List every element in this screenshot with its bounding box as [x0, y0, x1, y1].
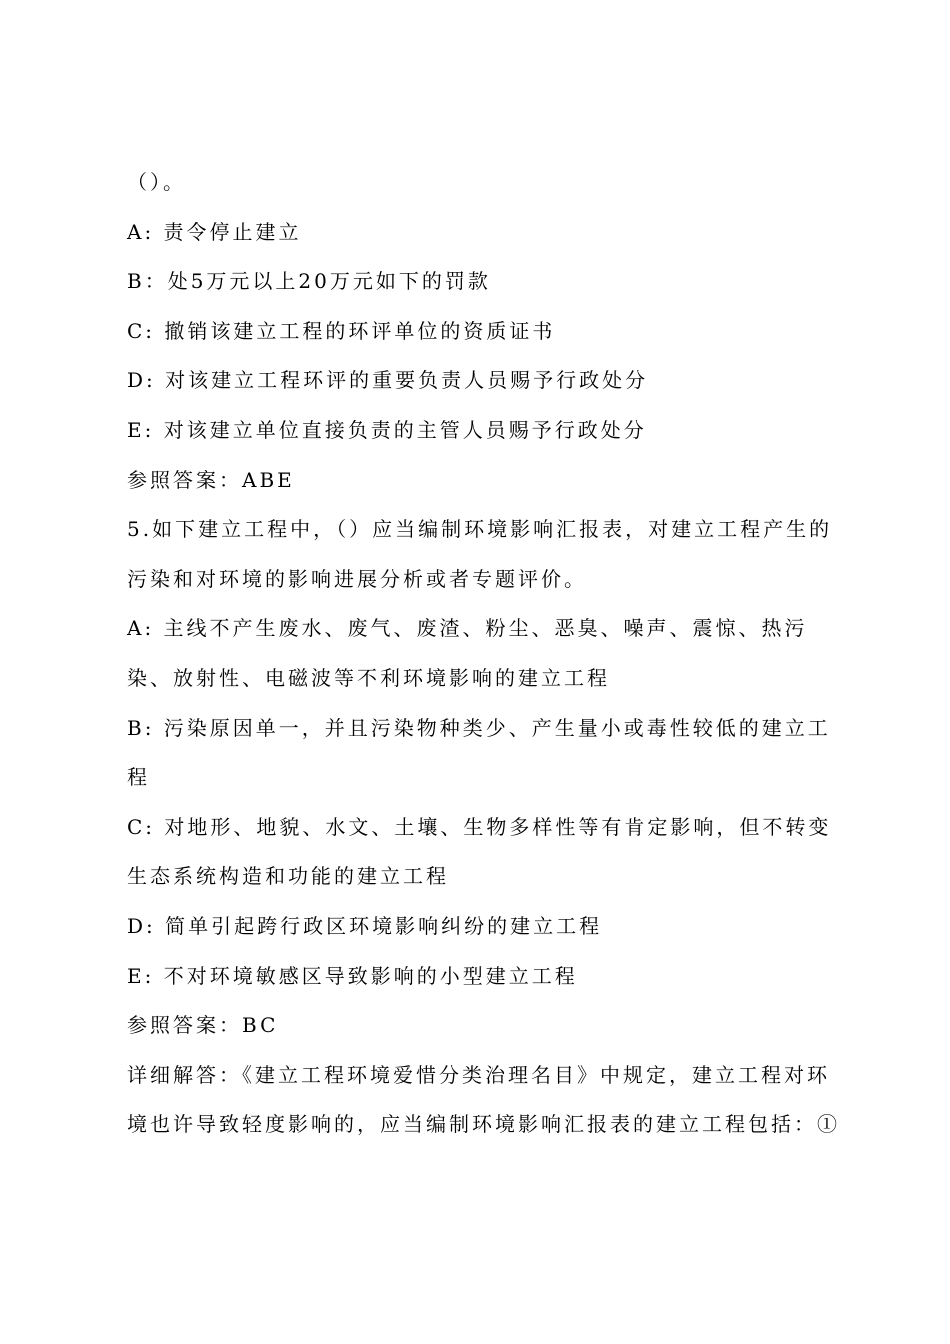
question-5-stem-line-1: 5.如下建立工程中，（）应当编制环境影响汇报表，对建立工程产生的 — [127, 517, 833, 542]
question-5-option-a-line-2: 染、放射性、电磁波等不利环境影响的建立工程 — [127, 665, 610, 690]
question-5-option-c-line-1: C: 对地形、地貌、水文、土壤、生物多样性等有肯定影响，但不转变 — [127, 814, 832, 839]
question-5-answer: 参照答案：BC — [127, 1013, 279, 1038]
question-4-option-b: B：处5万元以上20万元如下的罚款 — [127, 269, 491, 294]
question-4-option-c: C: 撤销该建立工程的环评单位的资质证书 — [127, 318, 556, 343]
question-4-answer: 参照答案：ABE — [127, 467, 295, 492]
question-5-option-c-line-2: 生态系统构造和功能的建立工程 — [127, 864, 449, 889]
question-5-option-d: D: 简单引起跨行政区环境影响纠纷的建立工程 — [127, 913, 603, 938]
question-4-stem-tail: （）。 — [127, 170, 186, 194]
question-5-option-b-line-2: 程 — [127, 765, 150, 790]
question-5-explanation-line-1: 详细解答：《建立工程环境爱惜分类治理名目》中规定，建立工程对环 — [127, 1062, 830, 1087]
question-4-option-a: A: 责令停止建立 — [127, 219, 302, 244]
question-5-option-a-line-1: A: 主线不产生废水、废气、废渣、粉尘、恶臭、噪声、震惊、热污 — [127, 616, 808, 641]
document-page — [127, 158, 840, 1150]
question-5-option-e: E: 不对环境敏感区导致影响的小型建立工程 — [127, 963, 578, 988]
question-4-option-e: E: 对该建立单位直接负责的主管人员赐予行政处分 — [127, 417, 647, 442]
question-5-explanation-line-2: 境也许导致轻度影响的，应当编制环境影响汇报表的建立工程包括：① — [127, 1112, 840, 1137]
question-4-option-d: D: 对该建立工程环评的重要负责人员赐予行政处分 — [127, 368, 649, 393]
question-5-stem-line-2: 污染和对环境的影响进展分析或者专题评价。 — [127, 566, 587, 591]
question-5-option-b-line-1: B: 污染原因单一，并且污染物种类少、产生量小或毒性较低的建立工 — [127, 715, 831, 740]
